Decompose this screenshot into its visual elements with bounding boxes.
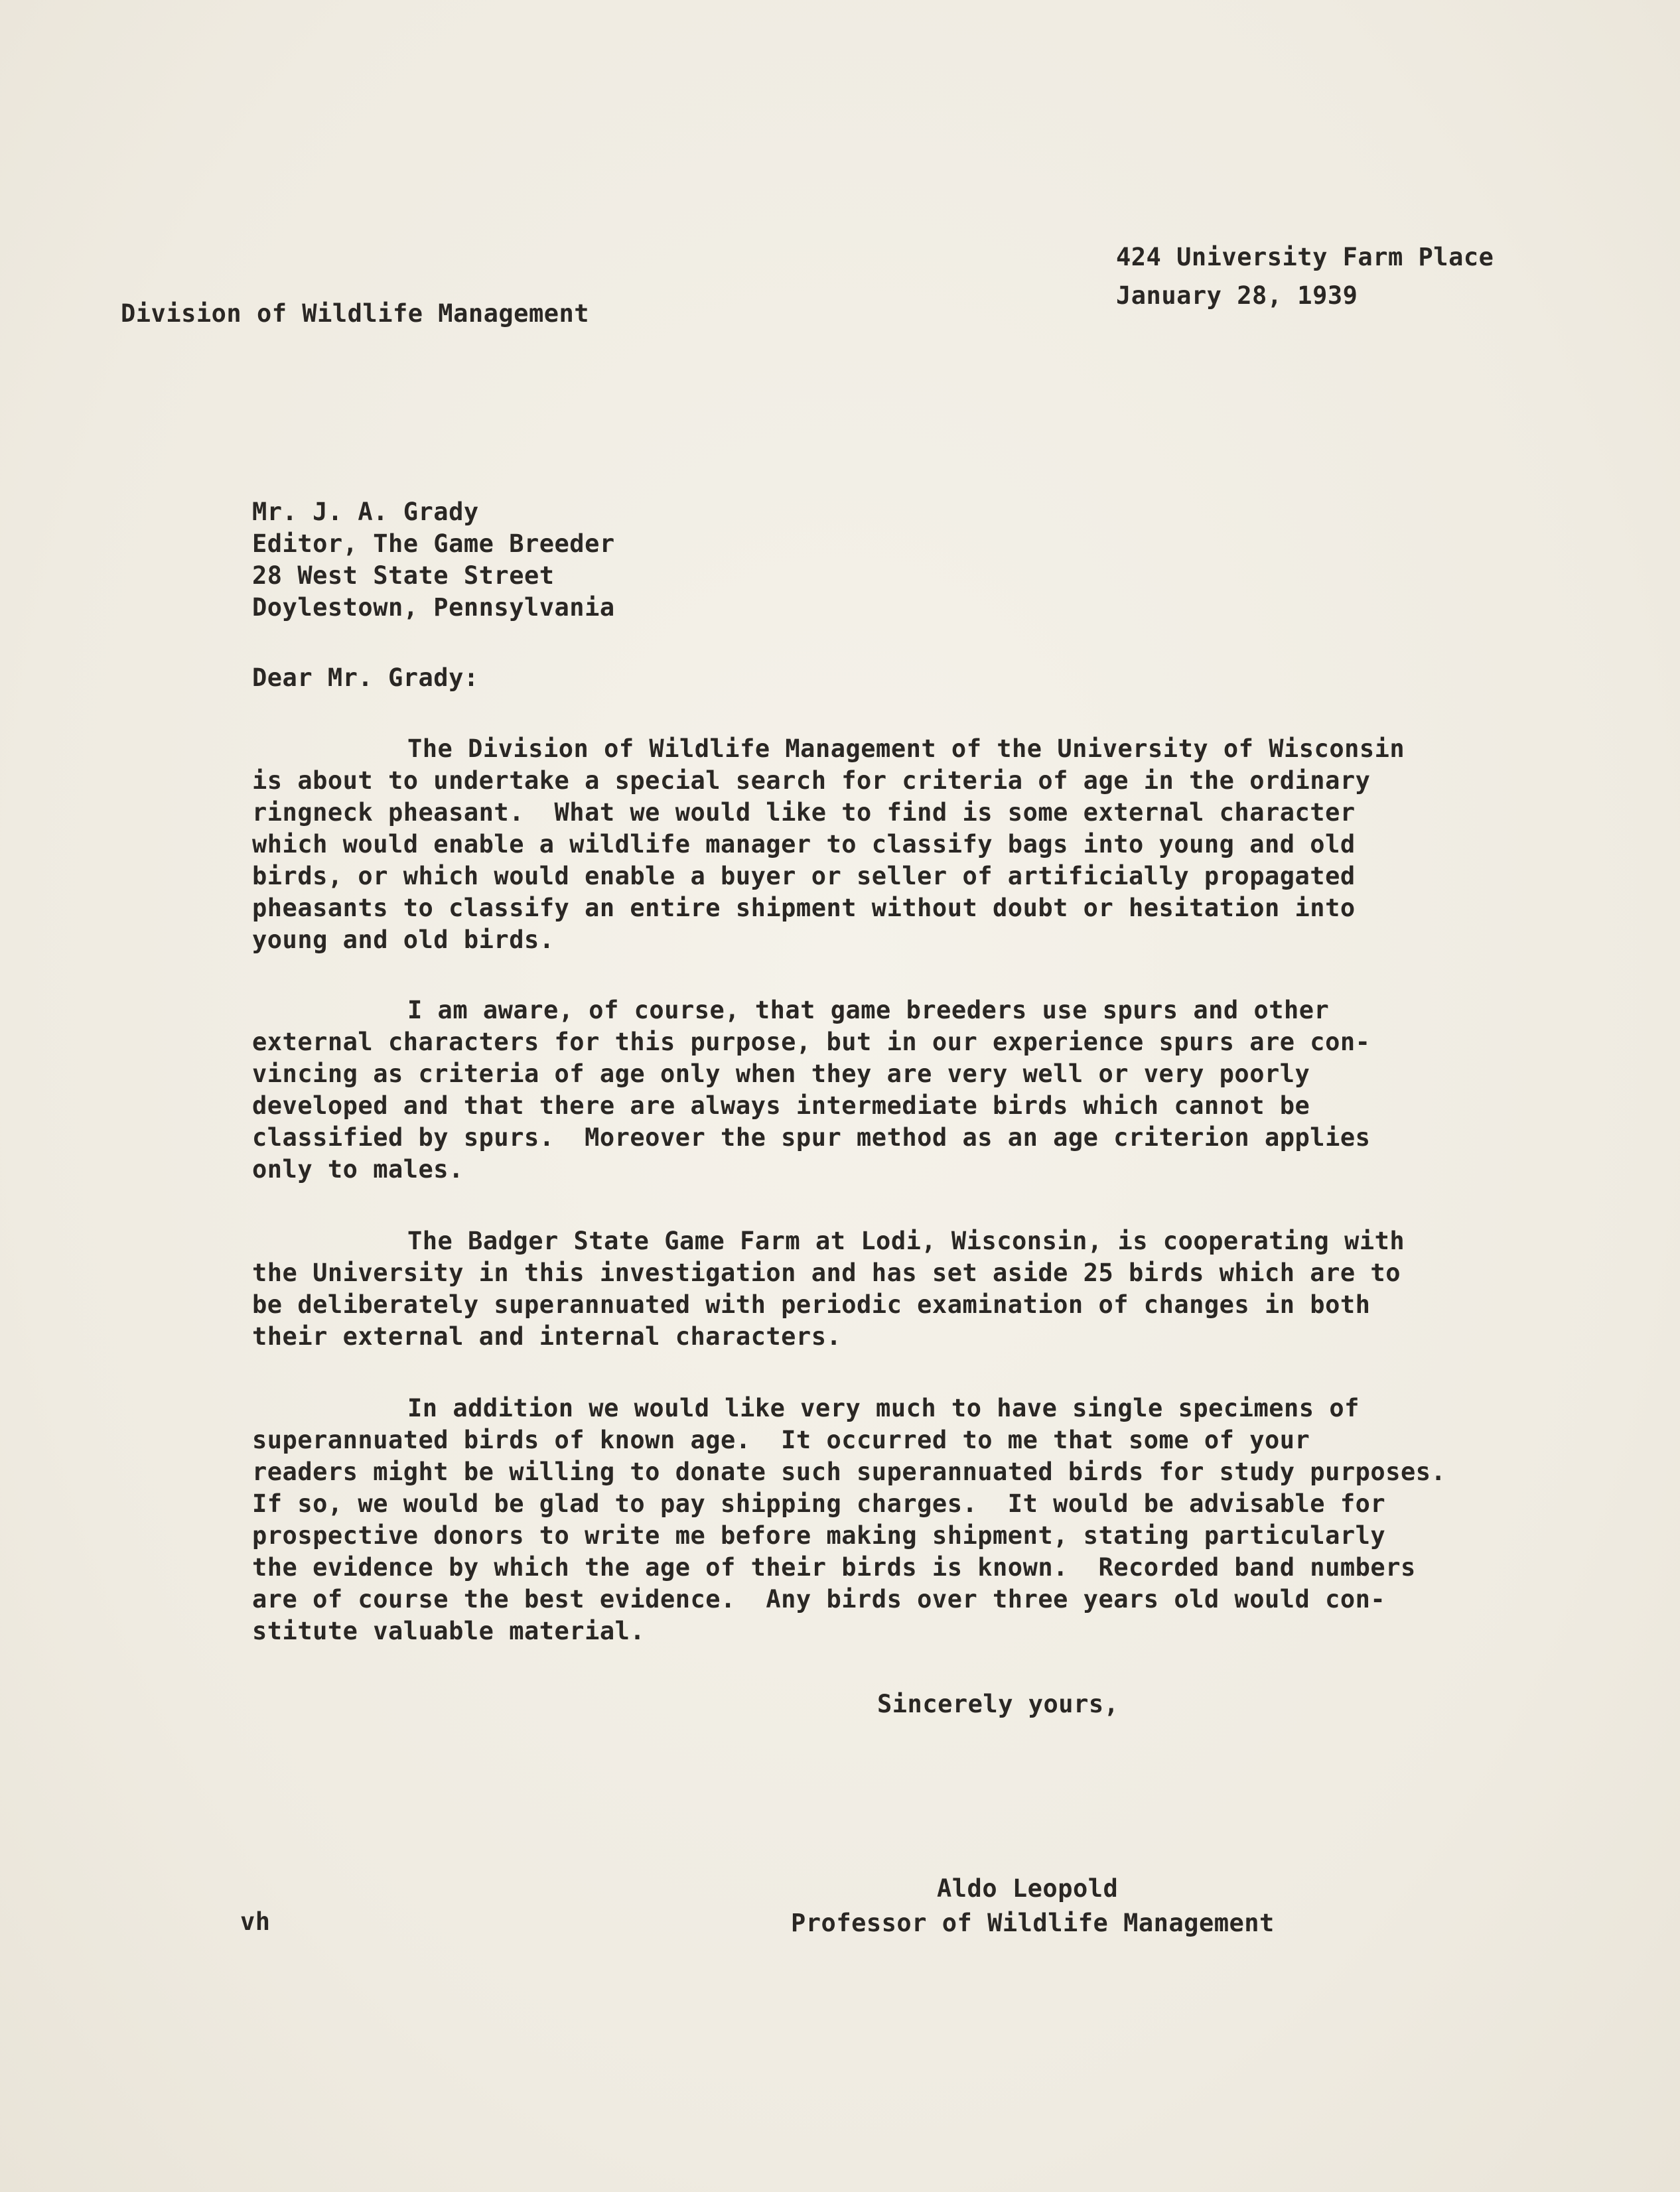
body-line: developed and that there are always intermediate birds which cannot be	[252, 1091, 1310, 1120]
division-heading: Division of Wildlife Management	[121, 299, 590, 328]
typist-initials: vh	[240, 1907, 271, 1936]
salutation: Dear Mr. Grady:	[252, 663, 479, 692]
body-line: ringneck pheasant. What we would like to find is some external character	[252, 798, 1356, 827]
recipient-line: Editor, The Game Breeder	[252, 529, 615, 558]
body-line: be deliberately superannuated with periodic examination of changes in both	[252, 1290, 1371, 1319]
closing: Sincerely yours,	[877, 1690, 1119, 1718]
body-line: superannuated birds of known age. It occurred to me that some of your	[252, 1426, 1310, 1454]
body-line: If so, we would be glad to pay shipping charges. It would be advisable for	[252, 1489, 1386, 1518]
body-line: young and old birds.	[252, 925, 555, 954]
letter-date: January 28, 1939	[1116, 281, 1358, 310]
recipient-line: 28 West State Street	[252, 561, 555, 590]
body-line: stitute valuable material.	[252, 1617, 646, 1645]
body-line: The Badger State Game Farm at Lodi, Wisconsin, is cooperating with	[407, 1227, 1405, 1255]
body-line: vincing as criteria of age only when they are very well or very poorly	[252, 1060, 1310, 1088]
signature-title: Professor of Wildlife Management	[791, 1909, 1275, 1937]
body-line: The Division of Wildlife Management of the University of Wisconsin	[407, 734, 1405, 763]
body-line: prospective donors to write me before making shipment, stating particularly	[252, 1521, 1386, 1550]
body-line: is about to undertake a special search for criteria of age in the ordinary	[252, 766, 1371, 795]
body-line: which would enable a wildlife manager to classify bags into young and old	[252, 830, 1356, 858]
body-line: In addition we would like very much to have single specimens of	[407, 1394, 1360, 1422]
body-line: are of course the best evidence. Any birds over three years old would con-	[252, 1585, 1386, 1613]
body-line: external characters for this purpose, but in our experience spurs are con-	[252, 1028, 1371, 1056]
body-line: only to males.	[252, 1155, 464, 1184]
signature-name: Aldo Leopold	[937, 1874, 1119, 1903]
body-line: pheasants to classify an entire shipment without doubt or hesitation into	[252, 894, 1356, 922]
body-line: the University in this investigation and has set aside 25 birds which are to	[252, 1259, 1401, 1287]
recipient-line: Mr. J. A. Grady	[252, 498, 479, 526]
body-line: the evidence by which the age of their birds is known. Recorded band numbers	[252, 1553, 1416, 1582]
body-line: readers might be willing to donate such superannuated birds for study purposes.	[252, 1458, 1446, 1486]
return-address: 424 University Farm Place	[1116, 243, 1494, 271]
recipient-line: Doylestown, Pennsylvania	[252, 593, 615, 622]
body-line: I am aware, of course, that game breeders use spurs and other	[407, 996, 1330, 1024]
body-line: birds, or which would enable a buyer or seller of artificially propagated	[252, 862, 1356, 890]
body-line: their external and internal characters.	[252, 1322, 842, 1351]
body-line: classified by spurs. Moreover the spur method as an age criterion applies	[252, 1123, 1371, 1152]
